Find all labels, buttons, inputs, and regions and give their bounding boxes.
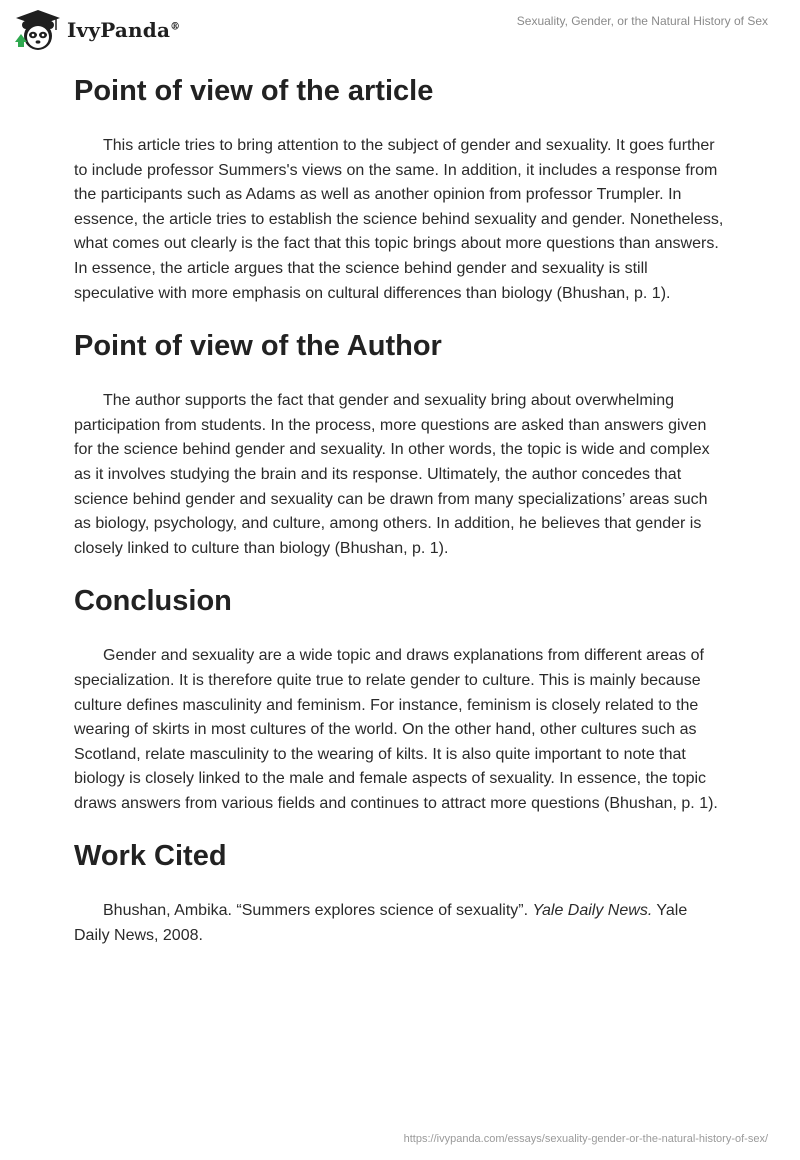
section-works-cited bbox=[74, 835, 726, 948]
section-conclusion bbox=[74, 580, 726, 816]
section-heading: Conclusion bbox=[74, 585, 232, 618]
section-paragraph: Gender and sexuality are a wide topic and draws explanations from different areas of specialization. It is therefore quite true to relate gender to culture. This is mainly because culture defines masculinity and feminism. For instance, feminism is closely related to the wearing of skirts in most cultures of the world. On the other hand, other cultures such as Scotland, relate masculinity to the wearing of kilts. It is also quite important to note that biology is closely linked to the male and female aspects of sexuality. In essence, the topic draws answers from various fields and continues to attract more questions (Bhushan, p. 1). bbox=[74, 647, 718, 812]
section-paragraph: This article tries to bring attention to the subject of gender and sexuality. It goes further to include professor Summers's views on the same. In addition, it includes a response from the participants such as Adams as well as another opinion from professor Trumpler. In essence, the article tries to establish the science behind sexuality and gender. Nonetheless, what comes out clearly is the fact that this topic brings about more questions than answers. In essence, the article argues that the science behind gender and sexuality is still speculative with more emphasis on cultural differences than biology (Bhushan, p. 1). bbox=[74, 137, 724, 302]
essay-body bbox=[74, 70, 726, 968]
citation: Bhushan, Ambika. “Summers explores science of sexuality”. Yale Daily News. Yale Daily News, 2008. bbox=[74, 902, 688, 945]
running-title: Sexuality, Gender, or the Natural History of Sex bbox=[516, 14, 768, 28]
section-heading: Work Cited bbox=[74, 840, 227, 873]
section-article-viewpoint bbox=[74, 70, 726, 306]
brand-logo[interactable] bbox=[14, 8, 180, 52]
section-heading: Point of view of the article bbox=[74, 75, 434, 107]
section-heading: Point of view of the Author bbox=[74, 330, 442, 363]
section-paragraph: The author supports the fact that gender and sexuality bring about overwhelming participation from students. In the process, more questions are asked than answers given for the science behind gender and sexuality. In other words, the topic is wide and complex as it involves studying the brain and its response. Ultimately, the author concedes that science behind gender and sexuality can be drawn from many specializations’ areas such as biology, psychology, and culture, among others. In addition, he believes that gender is closely linked to culture than biology (Bhushan, p. 1). bbox=[74, 392, 710, 557]
section-author-viewpoint bbox=[74, 325, 726, 561]
source-url[interactable]: https://ivypanda.com/essays/sexuality-gender-or-the-natural-history-of-sex/ bbox=[403, 1133, 768, 1145]
citation-source: Yale Daily News. bbox=[532, 902, 653, 920]
page-header bbox=[0, 0, 800, 60]
panda-graduate-icon bbox=[14, 8, 62, 52]
brand-name: IvyPanda® bbox=[67, 18, 181, 42]
